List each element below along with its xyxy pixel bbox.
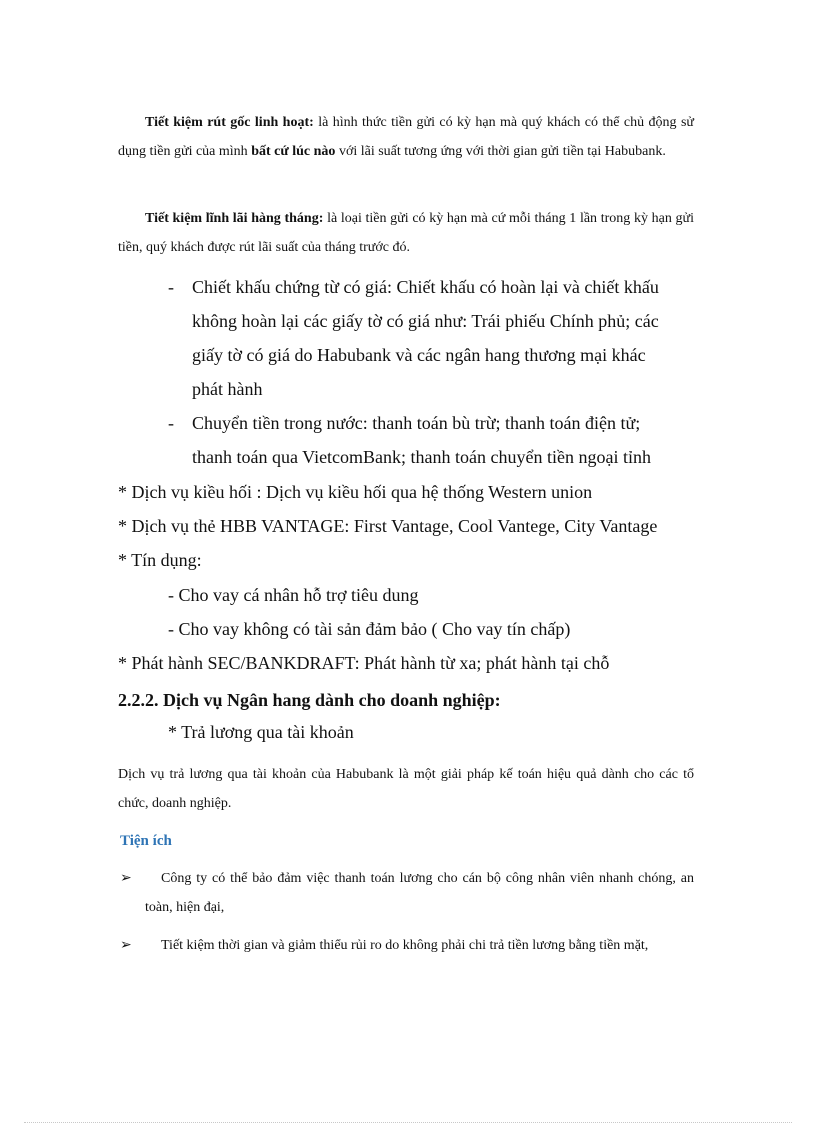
- arrow-list-item: [118, 864, 694, 922]
- line-the-hbb: * Dịch vụ thẻ HBB VANTAGE: First Vantage, Cool Vantege, City Vantage: [118, 516, 658, 536]
- line-kieu-hoi: * Dịch vụ kiều hối : Dịch vụ kiều hối qua hệ thống Western union: [118, 482, 593, 502]
- list-item-line: Chuyển tiền trong nước: thanh toán bù trừ; thanh toán điện tử;: [192, 413, 641, 433]
- bold-term: Tiết kiệm lĩnh lãi hàng tháng:: [145, 211, 324, 226]
- line-cho-vay-ca-nhan: - Cho vay cá nhân hỗ trợ tiêu dung: [168, 585, 419, 605]
- bold-phrase: bất cứ lúc nào: [251, 144, 336, 159]
- line-phat-hanh-sec: * Phát hành SEC/BANKDRAFT: Phát hành từ xa; phát hành tại chỗ: [118, 653, 610, 673]
- paragraph-text: là hình thức tiền gửi có kỳ hạn mà quý khách có thể chủ động sử dụng tiền gửi của mình: [118, 115, 694, 159]
- tien-ich-heading: Tiện ích: [120, 833, 172, 849]
- list-item-line: không hoàn lại các giấy tờ có giá như: Trái phiếu Chính phủ; các: [192, 311, 659, 331]
- paragraph-text: với lãi suất tương ứng với thời gian gửi tiền tại Habubank.: [335, 144, 666, 159]
- paragraph-tiet-kiem-rut-goc: [118, 108, 694, 166]
- arrow-list-item: [118, 931, 694, 960]
- paragraph-tra-luong: Dịch vụ trả lương qua tài khoản của Habubank là một giải pháp kế toán hiệu quả dành cho các tổ chức, doanh nghiệp.: [118, 767, 694, 811]
- line-tin-dung: * Tín dụng:: [118, 550, 202, 570]
- arrow-bullet-icon: ➢: [120, 938, 132, 953]
- dash-bullet: -: [168, 413, 174, 433]
- line-cho-vay-tin-chap: - Cho vay không có tài sản đảm bảo ( Cho vay tín chấp): [168, 619, 571, 639]
- sub-heading: * Trả lương qua tài khoản: [168, 722, 354, 742]
- list-item-line: thanh toán qua VietcomBank; thanh toán chuyển tiền ngoại tỉnh: [192, 447, 651, 467]
- list-item-line: phát hành: [192, 379, 263, 399]
- bold-term: Tiết kiệm rút gốc linh hoạt:: [145, 115, 314, 130]
- section-heading: 2.2.2. Dịch vụ Ngân hang dành cho doanh nghiệp:: [118, 690, 501, 710]
- paragraph-tiet-kiem-linh-lai: [118, 204, 694, 262]
- list-item-line: giấy tờ có giá do Habubank và các ngân hang thương mại khác: [192, 345, 646, 365]
- arrow-item-text: Công ty có thể bảo đảm việc thanh toán lương cho cán bộ công nhân viên nhanh chóng, an toàn, hiện đại,: [145, 871, 694, 915]
- arrow-item-text: Tiết kiệm thời gian và giảm thiểu rủi ro do không phải chi trả tiền lương bằng tiền mặt,: [161, 938, 649, 953]
- dash-bullet: -: [168, 277, 174, 297]
- arrow-bullet-icon: ➢: [120, 871, 132, 886]
- list-item-line: Chiết khấu chứng từ có giá: Chiết khấu có hoàn lại và chiết khấu: [192, 277, 659, 297]
- paragraph-text: là loại tiền gửi có kỳ hạn mà cứ mỗi tháng 1 lần trong kỳ hạn gửi tiền, quý khách được rút lãi suất của tháng trước đó.: [118, 211, 694, 255]
